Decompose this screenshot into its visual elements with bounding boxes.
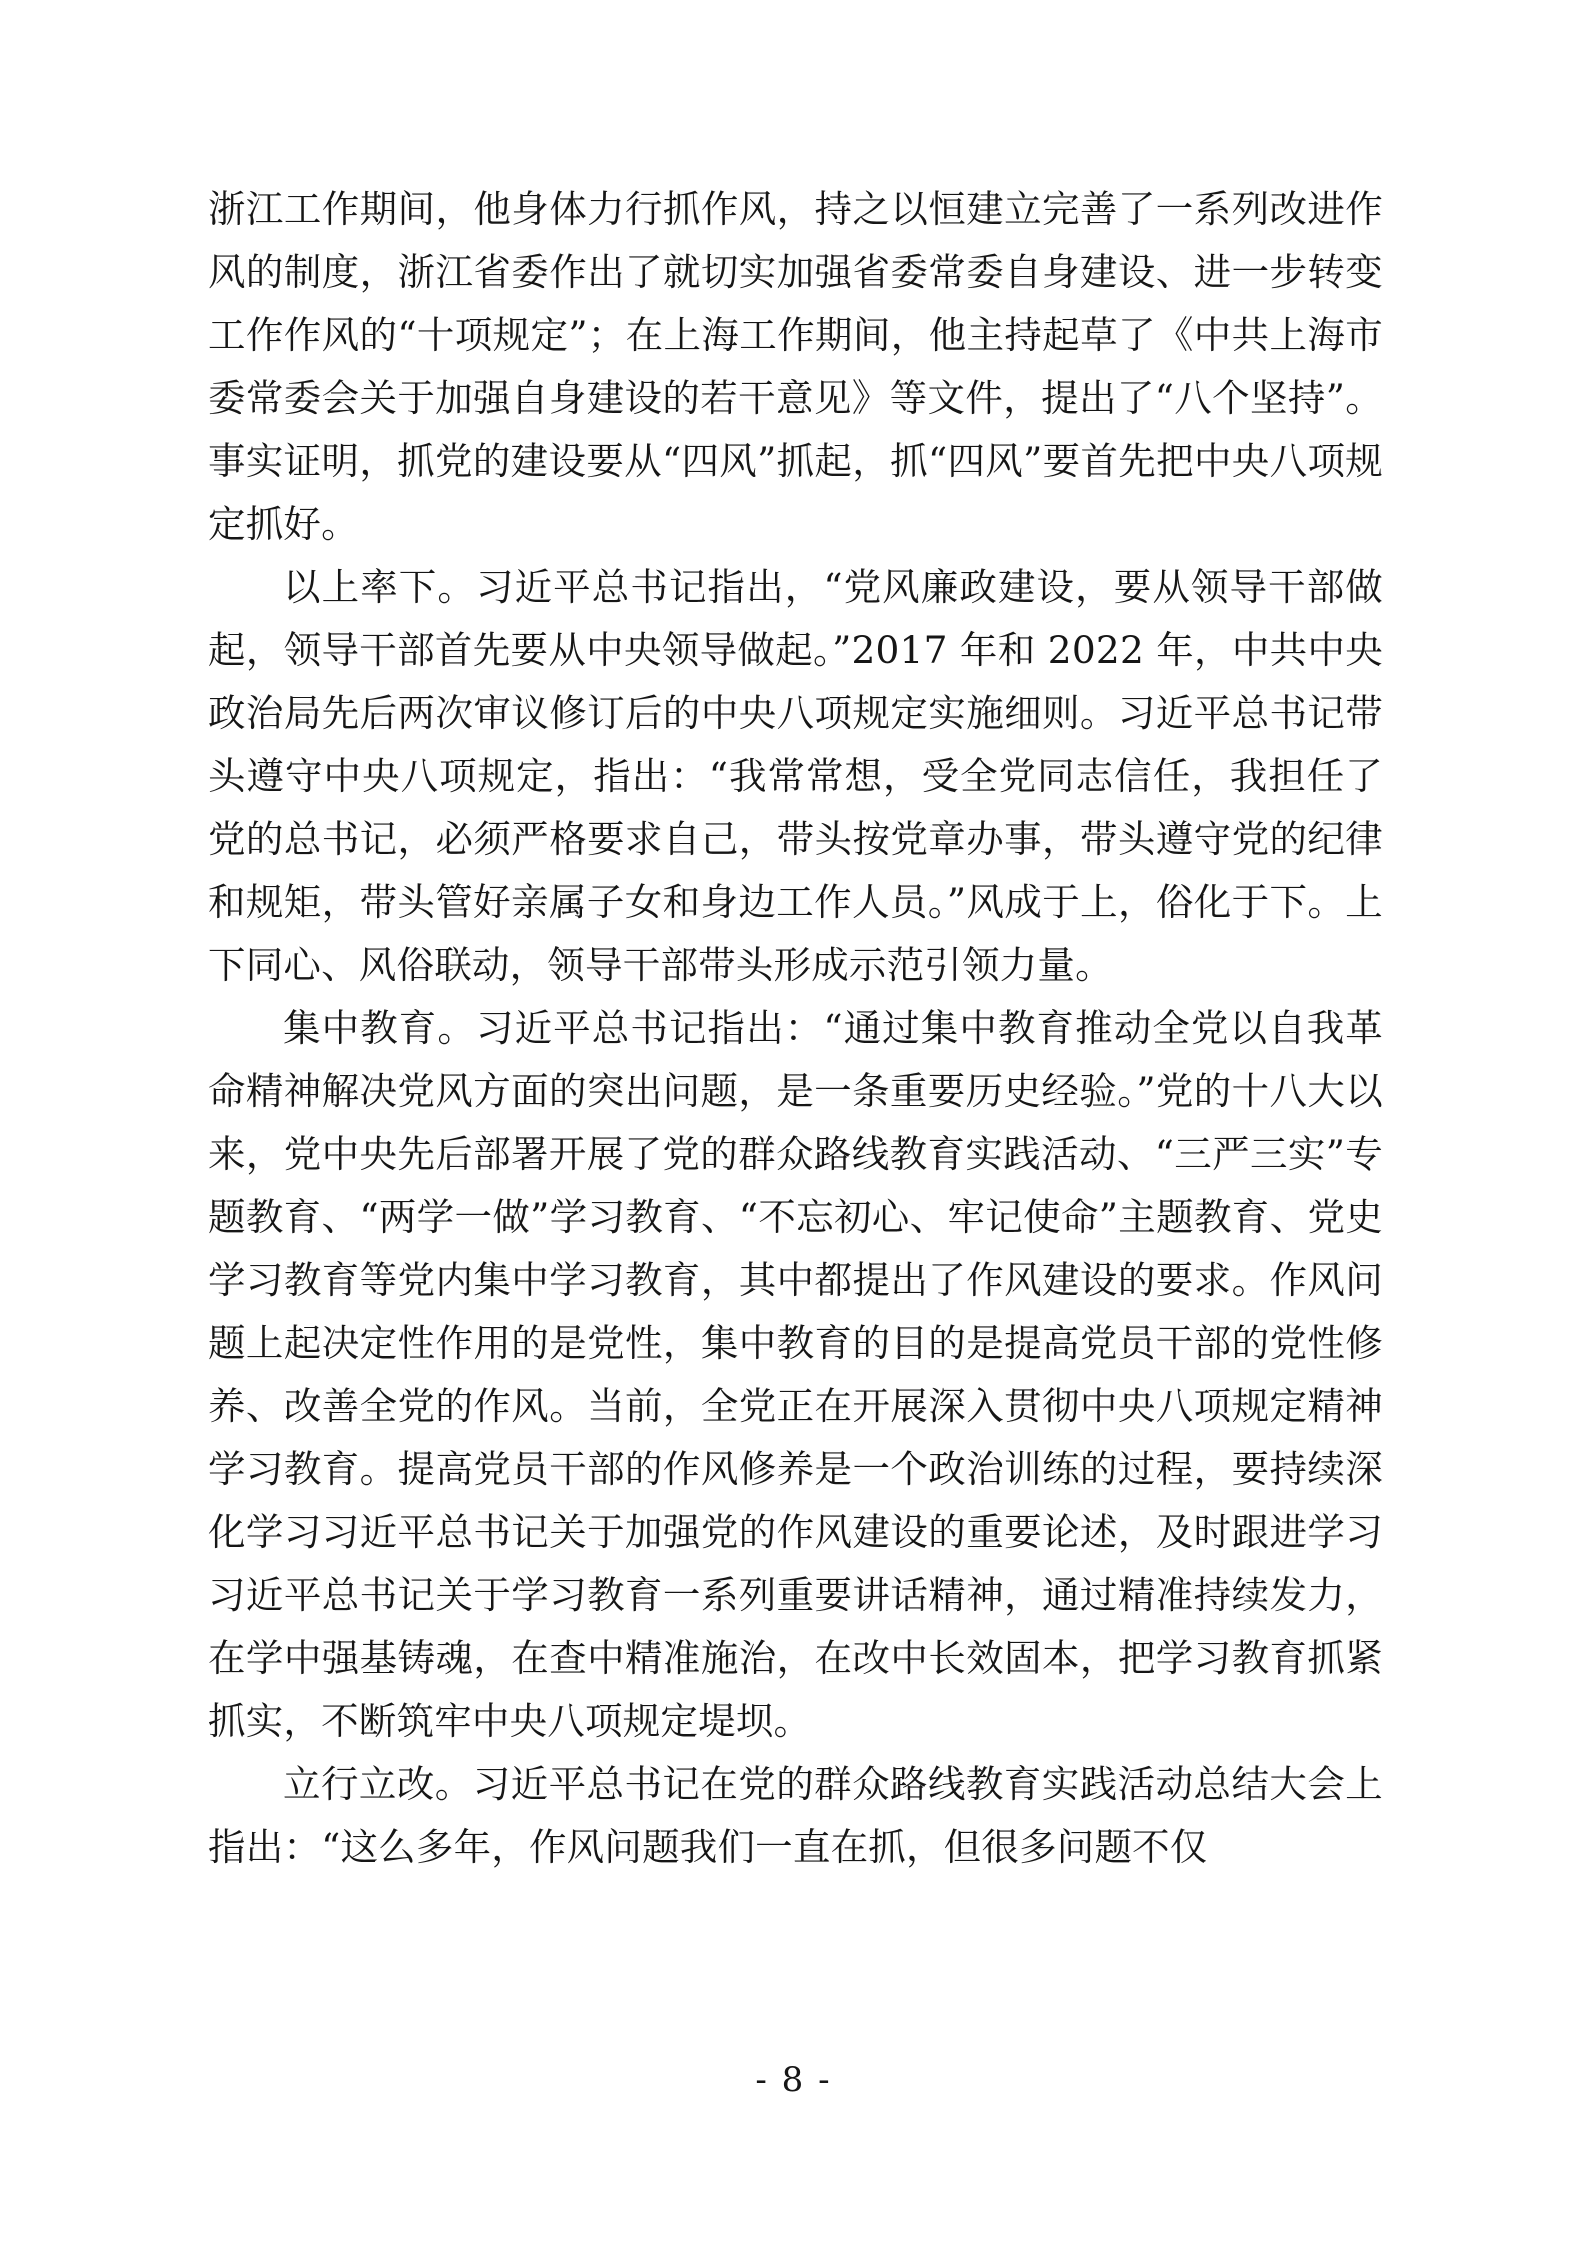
document-body	[208, 178, 1383, 1879]
paragraph-immediate-correction: 立行立改。习近平总书记在党的群众路线教育实践活动总结大会上指出：“这么多年，作风问题我们一直在抓，但很多问题不仅	[208, 1762, 1383, 1869]
page-number: - 8 -	[755, 2060, 832, 2100]
paragraph-concentrated-education: 集中教育。习近平总书记指出：“通过集中教育推动全党以自我革命精神解决党风方面的突出问题，是一条重要历史经验。”党的十八大以来，党中央先后部署开展了党的群众路线教育实践活动、“三严三实”专题教育、“两学一做”学习教育、“不忘初心、牢记使命”主题教育、党史学习教育等党内集中学习教育，其中都提出了作风建设的要求。作风问题上起决定性作用的是党性，集中教育的目的是提高党员干部的党性修养、改善全党的作风。当前，全党正在开展深入贯彻中央八项规定精神学习教育。提高党员干部的作风修养是一个政治训练的过程，要持续深化学习习近平总书记关于加强党的作风建设的重要论述，及时跟进学习习近平总书记关于学习教育一系列重要讲话精神，通过精准持续发力，在学中强基铸魂，在查中精准施治，在改中长效固本，把学习教育抓紧抓实，不断筑牢中央八项规定堤坝。	[208, 1006, 1383, 1743]
paragraph-lead-by-example: 以上率下。习近平总书记指出，“党风廉政建设，要从领导干部做起，领导干部首先要从中央领导做起。”2017 年和 2022 年，中共中央政治局先后两次审议修订后的中央八项规定实施细则。习近平总书记带头遵守中央八项规定，指出：“我常常想，受全党同志信任，我担任了党的总书记，必须严格要求自己，带头按党章办事，带头遵守党的纪律和规矩，带头管好亲属子女和身边工作人员。”风成于上，俗化于下。上下同心、风俗联动，领导干部带头形成示范引领力量。	[208, 565, 1383, 987]
paragraph-zhejiang-work: 浙江工作期间，他身体力行抓作风，持之以恒建立完善了一系列改进作风的制度，浙江省委作出了就切实加强省委常委自身建设、进一步转变工作作风的“十项规定”；在上海工作期间，他主持起草了《中共上海市委常委会关于加强自身建设的若干意见》等文件，提出了“八个坚持”。事实证明，抓党的建设要从“四风”抓起，抓“四风”要首先把中央八项规定抓好。	[208, 187, 1383, 546]
